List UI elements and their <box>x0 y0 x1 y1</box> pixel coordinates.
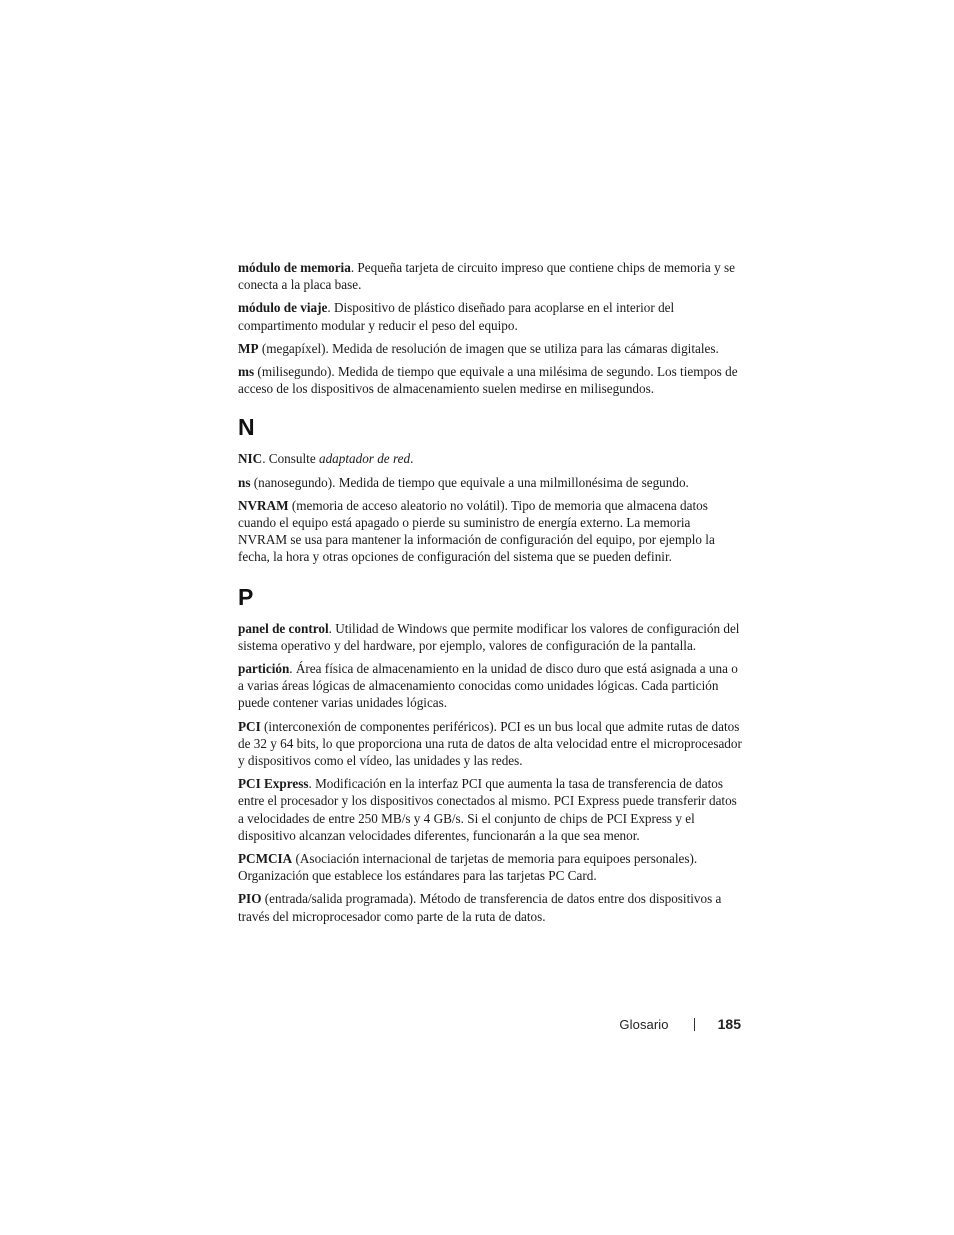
entry-term: módulo de memoria <box>238 260 351 275</box>
section-heading-p: P <box>238 583 254 610</box>
entry-definition: Área física de almacenamiento en la unidad de disco duro que está asignada a una o a varias áreas lógicas de almacenamiento conocidas como unidades lógicas. Cada partición puede contener varias unidades lógicas. <box>238 661 738 711</box>
entry-definition: (Asociación internacional de tarjetas de memoria para equipoes personales). Organización que establece los estándares para las tarjetas PC Card. <box>238 851 698 884</box>
entry-definition: (megapíxel). Medida de resolución de imagen que se utiliza para las cámaras digitales. <box>261 340 719 356</box>
glossary-entry-mp <box>238 340 742 357</box>
entry-definition: Dispositivo de plástico diseñado para acoplarse en el interior del compartimento modular y reducir el peso del equipo. <box>238 300 675 333</box>
footer-divider <box>694 1018 695 1031</box>
entry-definition: Utilidad de Windows que permite modificar los valores de configuración del sistema operativo y del hardware, por ejemplo, valores de configuración de la pantalla. <box>238 620 740 653</box>
entry-term: PIO <box>238 891 262 907</box>
entry-separator: . <box>327 300 334 316</box>
entry-definition: (memoria de acceso aleatorio no volátil). Tipo de memoria que almacena datos cuando el equipo está apagado o pierde su suministro de energía externo. La memoria NVRAM se usa para mantener la información de configuración del equipo, por ejemplo la fecha, la hora y otras opciones de configuración del sistema que se pueden definir. <box>238 497 715 565</box>
entry-separator: . <box>308 776 316 792</box>
glossary-entry-pci <box>238 718 742 770</box>
glossary-entry-ms <box>238 363 742 397</box>
entry-prefix: . Consulte <box>262 451 319 467</box>
glossary-entry-panel-de-control <box>238 620 742 654</box>
entry-cross-reference: adaptador de red <box>318 451 411 467</box>
entry-definition: (nanosegundo). Medida de tiempo que equivale a una milmillonésima de segundo. <box>253 474 689 490</box>
glossary-entry-particion <box>238 660 742 712</box>
entry-term: ms <box>238 364 255 380</box>
entry-term: NVRAM <box>238 497 289 513</box>
section-heading-n: N <box>238 414 255 441</box>
glossary-entry-nic <box>238 450 742 467</box>
entry-definition: (milisegundo). Medida de tiempo que equivale a una milésima de segundo. Los tiempos de acceso de los dispositivos de almacenamiento suelen medirse en milisegundos. <box>238 364 738 397</box>
entry-definition: (interconexión de componentes periféricos). PCI es un bus local que admite rutas de datos de 32 y 64 bits, lo que proporciona una ruta de datos de alta velocidad entre el microprocesador y dispositivos como el vídeo, las unidades y las redes. <box>238 718 742 769</box>
page-number: 185 <box>717 1016 741 1032</box>
entry-suffix: . <box>410 451 414 467</box>
entry-term: partición <box>238 661 290 677</box>
entry-term: ns <box>238 474 251 490</box>
glossary-entry-modulo-de-memoria <box>238 259 742 293</box>
page-footer <box>619 1016 741 1032</box>
footer-section-name: Glosario <box>619 1016 669 1032</box>
entry-term: panel de control <box>238 620 329 636</box>
entry-term: módulo de viaje <box>238 300 328 316</box>
entry-term: NIC <box>238 451 263 467</box>
entry-term: PCI Express <box>238 776 309 792</box>
entry-definition: (entrada/salida programada). Método de transferencia de datos entre dos dispositivos a través del microprocesador como parte de la ruta de datos. <box>238 891 722 924</box>
entry-separator: . <box>328 620 336 636</box>
glossary-entry-ns <box>238 474 742 491</box>
glossary-content <box>238 259 742 931</box>
entry-term: PCMCIA <box>238 851 293 867</box>
entry-definition: Pequeña tarjeta de circuito impreso que contiene chips de memoria y se conecta a la placa base. <box>238 260 735 293</box>
entry-separator: . <box>289 661 296 677</box>
glossary-entry-nvram <box>238 497 742 566</box>
glossary-entry-pci-express <box>238 775 742 844</box>
entry-term: PCI <box>238 718 261 734</box>
glossary-entry-pcmcia <box>238 850 742 884</box>
entry-definition: Modificación en la interfaz PCI que aumenta la tasa de transferencia de datos entre el procesador y los dispositivos conectados al mismo. PCI Express puede transferir datos a velocidades de entre 250 MB/s y 4 GB/s. Si el conjunto de chips de PCI Express y el dispositivo alcanzan velocidades diferentes, funcionarán a la que sea menor. <box>238 776 737 843</box>
entry-separator: . <box>350 260 358 275</box>
glossary-entry-pio <box>238 890 742 924</box>
glossary-entry-modulo-de-viaje <box>238 299 742 333</box>
entry-term: MP <box>238 340 259 356</box>
